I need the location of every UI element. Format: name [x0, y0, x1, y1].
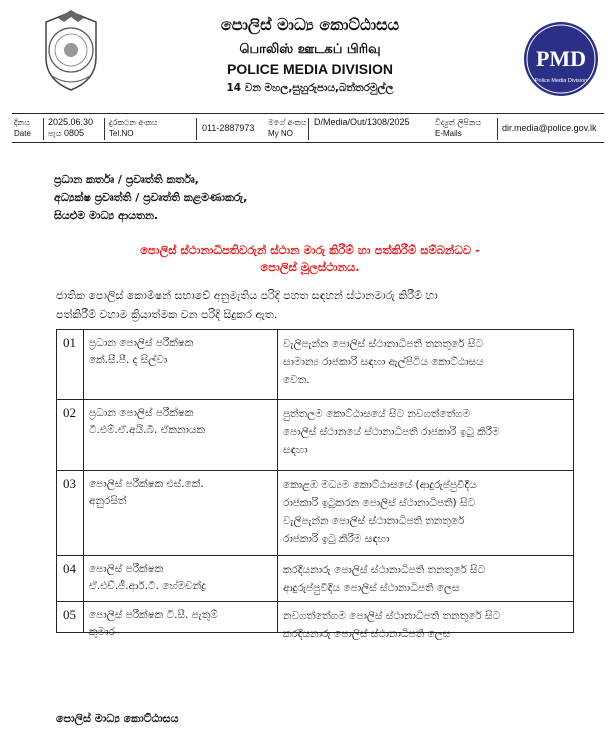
email-label: විද්‍යුත් ලිපිනය E-Mails [435, 118, 482, 138]
addressee-block [54, 171, 247, 225]
tel-label: දුරකථන අංකය Tel.NO [109, 118, 158, 138]
title-english: POLICE MEDIA DIVISION [227, 61, 393, 77]
pmd-logo-text: PMD [535, 46, 587, 71]
pmd-logo-subtext: Police Media Division [534, 78, 588, 84]
address: 14 වන මහල,සුහුරුපාය,බත්තරමුල්ල [226, 82, 394, 94]
table-row [57, 602, 573, 640]
row-number: 02 [63, 405, 76, 420]
officer-cell: පොලිස් පරීක්ෂක ඒ.එච්.ජී.ආර්.ටී. හේමචන්ද්‍ර [89, 563, 206, 592]
signature-line: පොලිස් මාධ්‍ය කොට්ඨාසය [56, 712, 179, 725]
officer-cell: පොලිස් පරීක්ෂක ටී.සී. පැතුම් කුමාර [89, 609, 218, 638]
date-label: දිනය Date [14, 118, 31, 138]
details-cell: වැලිපැන්න පොලිස් ස්ථානාධිපති තනතුරේ සිට සාමාන්‍ය රාජකාරි සඳහා ඇල්පිටිය කොට්ඨාසය වෙත. [283, 338, 484, 386]
table-row [57, 471, 573, 556]
email-value[interactable]: dir.media@police.gov.lk [502, 123, 597, 133]
letterhead [0, 0, 614, 110]
officer-cell: ප්‍රධාන පොලිස් පරීක්ෂක ටී.එම්.ඒ.අයි.බී. ඒකනායක [89, 407, 206, 436]
transfers-table [56, 329, 574, 640]
myno-value: D/Media/Out/1308/2025 [314, 117, 410, 127]
subject-line-2: පොලිස් මූලස්ථානය. [260, 260, 360, 274]
tel-value: 011-2887973 [202, 123, 255, 133]
date-value: 2025.06.30 පැය 0805 [48, 117, 94, 138]
details-cell: කොළඹ මධ්‍යම කොට්ඨාසයේ (ආදුරුප්පුවීදිය රාජකාරි ඉටුකරන පොලිස් ස්ථානාධිපති) සිට වැලිපැන්න පොලිස් ස්ථානාධිපති තනතුරේ රාජකාරි ඉටු කිරීම සඳහා [283, 479, 477, 545]
details-cell: නවගත්තේගම පොලිස් ස්ථානාධිපති තනතුරේ සිට කරදියනාරු පොලිස් ස්ථානාධිපති ලෙස [283, 610, 501, 640]
intro-paragraph: ජාතික පොලිස් කොමිෂන් සභාවේ අනුමැතිය පරිදි පහත සඳහන් ස්ථානමාරු කිරීම් හා පත්කිරීම් වහාම ක්‍රියාත්මක වන පරිදි සිදුකර ඇත. [56, 289, 438, 321]
row-number: 04 [63, 561, 76, 576]
table-row [57, 330, 573, 400]
row-number: 03 [63, 476, 76, 491]
table-row [57, 556, 573, 602]
officer-cell: පොලිස් පරීක්ෂක එස්.කේ. අනුරසිත් [89, 478, 204, 507]
table-row [57, 400, 573, 471]
title-sinhala: පොලිස් මාධ්‍ය කොට්ඨාසය [220, 15, 400, 34]
subject-heading [100, 242, 520, 276]
details-cell: පුත්තලම කොට්ඨාසයේ සිට නවගත්තේගම පොලිස් ස්ථානයේ ස්ථානාධිපති රාජකාරි ඉටු කිරීම සඳහා [283, 408, 500, 456]
police-emblem-logo [38, 8, 104, 94]
title-tamil: பொலிஸ் ஊடகப் பிரிவு [239, 42, 381, 57]
addressee-line: ප්‍රධාන කර්තෘ / ප්‍රවෘත්ති කර්තෘ, [54, 173, 199, 186]
details-cell: කරදියනාරු පොලිස් ස්ථානාධිපති තනතුරේ සිට ආදුරුප්පුවීදිය පොලිස් ස්ථානාධිපති ලෙස [283, 564, 486, 594]
row-number: 01 [63, 335, 76, 350]
officer-cell: ප්‍රධාන පොලිස් පරීක්ෂක කේ.සී.පී. ද සිල්වා [89, 337, 194, 366]
addressee-line: අධ්‍යක්ෂ ප්‍රවෘත්ති / ප්‍රවෘත්ති කළමණාකරු, [54, 191, 248, 204]
addressee-line: සියළුම මාධ්‍ය ආයතන. [54, 209, 159, 222]
myno-label: මගේ අංකය My NO [268, 118, 307, 138]
contact-strip [12, 113, 604, 143]
row-number: 05 [63, 607, 76, 622]
subject-line-1: පොලිස් ස්ථානාධිපතිවරුන් ස්ථාන මාරු කිරීම් හා පත්කිරීම් සම්බන්ධව - [140, 243, 480, 257]
pmd-logo [520, 20, 602, 98]
